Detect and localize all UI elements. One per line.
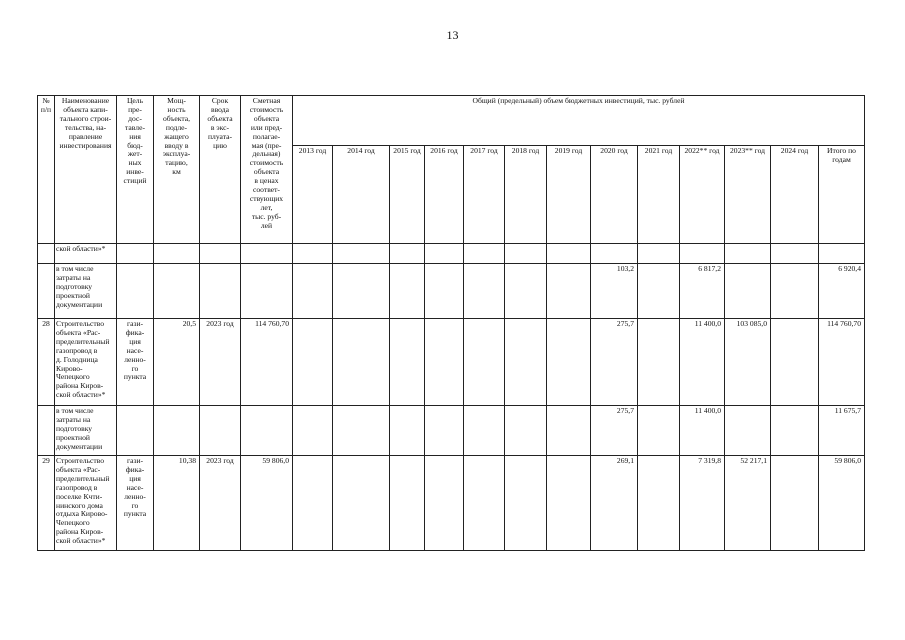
row-num bbox=[38, 406, 55, 456]
row-year-value bbox=[464, 406, 505, 456]
row-year-value bbox=[638, 406, 680, 456]
row-term: 2023 год bbox=[200, 456, 241, 551]
row-goal: гази- фика- ция насе- ленно- го пункта bbox=[117, 456, 154, 551]
row-term bbox=[200, 244, 241, 264]
header-year: 2019 год bbox=[547, 146, 591, 244]
row-year-value bbox=[390, 244, 425, 264]
row-year-value: 103,2 bbox=[591, 264, 638, 319]
row-capacity bbox=[154, 244, 200, 264]
row-year-value bbox=[425, 406, 464, 456]
row-name: ской области»* bbox=[55, 244, 117, 264]
row-term bbox=[200, 264, 241, 319]
header-year: 2021 год bbox=[638, 146, 680, 244]
row-year-value bbox=[771, 456, 819, 551]
row-year-value bbox=[547, 406, 591, 456]
header-year: 2022** год bbox=[680, 146, 725, 244]
row-cost bbox=[241, 264, 293, 319]
row-year-value bbox=[638, 319, 680, 406]
row-year-value bbox=[464, 264, 505, 319]
header-year: 2015 год bbox=[390, 146, 425, 244]
row-year-value bbox=[638, 456, 680, 551]
row-year-value bbox=[425, 319, 464, 406]
row-year-value bbox=[505, 244, 547, 264]
header-term: Срок ввода объекта в экс- плуата- цию bbox=[200, 96, 241, 244]
header-year: 2023** год bbox=[725, 146, 771, 244]
row-year-value: 269,1 bbox=[591, 456, 638, 551]
row-goal bbox=[117, 264, 154, 319]
row-year-value bbox=[725, 264, 771, 319]
investment-table bbox=[37, 95, 865, 551]
row-year-value bbox=[505, 264, 547, 319]
row-year-value bbox=[333, 406, 390, 456]
row-year-value bbox=[333, 244, 390, 264]
row-capacity bbox=[154, 406, 200, 456]
row-cost: 114 760,70 bbox=[241, 319, 293, 406]
page-number: 13 bbox=[446, 28, 459, 42]
row-total: 114 760,70 bbox=[819, 319, 865, 406]
row-year-value bbox=[638, 264, 680, 319]
row-year-value bbox=[591, 244, 638, 264]
row-year-value bbox=[390, 264, 425, 319]
row-year-value: 7 319,8 bbox=[680, 456, 725, 551]
row-total: 11 675,7 bbox=[819, 406, 865, 456]
row-year-value bbox=[547, 319, 591, 406]
row-year-value: 103 085,0 bbox=[725, 319, 771, 406]
row-name: Строительство объекта «Рас- пределительный газопровод в поселке Кчти- нинского дома отдыха Кирово- Чепецкого района Киров- ской области»* bbox=[55, 456, 117, 551]
row-year-value bbox=[638, 244, 680, 264]
row-year-value bbox=[771, 319, 819, 406]
row-term: 2023 год bbox=[200, 319, 241, 406]
row-name: в том числе затраты на подготовку проектной документации bbox=[55, 406, 117, 456]
row-year-value bbox=[293, 319, 333, 406]
row-year-value bbox=[464, 244, 505, 264]
row-year-value bbox=[425, 264, 464, 319]
table-row bbox=[38, 406, 865, 456]
row-total: 59 806,0 bbox=[819, 456, 865, 551]
row-year-value bbox=[293, 264, 333, 319]
row-year-value bbox=[333, 264, 390, 319]
row-year-value bbox=[333, 456, 390, 551]
row-year-value bbox=[390, 319, 425, 406]
header-capacity: Мощ- ность объекта, подле- жащего вводу в эксплуа- тацию, км bbox=[154, 96, 200, 244]
row-year-value: 275,7 bbox=[591, 319, 638, 406]
row-cost bbox=[241, 244, 293, 264]
row-year-value bbox=[425, 456, 464, 551]
header-investments: Общий (предельный) объем бюджетных инвестиций, тыс. рублей bbox=[293, 96, 865, 146]
header-year: 2018 год bbox=[505, 146, 547, 244]
row-term bbox=[200, 406, 241, 456]
row-year-value bbox=[771, 264, 819, 319]
header-year: 2020 год bbox=[591, 146, 638, 244]
header-year: 2024 год bbox=[771, 146, 819, 244]
row-year-value bbox=[293, 456, 333, 551]
header-total: Итого по годам bbox=[819, 146, 865, 244]
header-num: № п/п bbox=[38, 96, 55, 244]
row-goal: гази- фика- ция насе- ленно- го пункта bbox=[117, 319, 154, 406]
row-year-value bbox=[771, 244, 819, 264]
row-year-value bbox=[425, 244, 464, 264]
table-row bbox=[38, 244, 865, 264]
header-year: 2016 год bbox=[425, 146, 464, 244]
row-year-value bbox=[390, 456, 425, 551]
row-num bbox=[38, 264, 55, 319]
header-name: Наименование объекта капи- тального строи- тельства, на- правление инвестирования bbox=[55, 96, 117, 244]
row-year-value bbox=[725, 406, 771, 456]
row-capacity: 20,5 bbox=[154, 319, 200, 406]
row-year-value bbox=[293, 244, 333, 264]
row-capacity bbox=[154, 264, 200, 319]
row-year-value: 275,7 bbox=[591, 406, 638, 456]
row-year-value bbox=[547, 456, 591, 551]
row-name: Строительство объекта «Рас- пределительный газопровод в д. Голодница Кирово- Чепецкого района Киров- ской области»* bbox=[55, 319, 117, 406]
row-year-value bbox=[390, 406, 425, 456]
row-num bbox=[38, 244, 55, 264]
row-year-value bbox=[505, 456, 547, 551]
row-year-value bbox=[464, 319, 505, 406]
row-year-value bbox=[505, 319, 547, 406]
table-row bbox=[38, 456, 865, 551]
header-cost: Сметная стоимость объекта или пред- полагае- мая (пре- дельная) стоимость объекта в ценах соответ- ствующих лет, тыс. руб- лей bbox=[241, 96, 293, 244]
row-cost bbox=[241, 406, 293, 456]
row-cost: 59 806,0 bbox=[241, 456, 293, 551]
row-total bbox=[819, 244, 865, 264]
row-year-value bbox=[771, 406, 819, 456]
row-capacity: 10,38 bbox=[154, 456, 200, 551]
row-num: 28 bbox=[38, 319, 55, 406]
header-year: 2014 год bbox=[333, 146, 390, 244]
row-year-value: 52 217,1 bbox=[725, 456, 771, 551]
row-year-value: 6 817,2 bbox=[680, 264, 725, 319]
row-name: в том числе затраты на подготовку проектной документации bbox=[55, 264, 117, 319]
row-year-value bbox=[547, 264, 591, 319]
row-total: 6 920,4 bbox=[819, 264, 865, 319]
row-year-value: 11 400,0 bbox=[680, 406, 725, 456]
table-row bbox=[38, 264, 865, 319]
row-year-value bbox=[547, 244, 591, 264]
row-year-value bbox=[505, 406, 547, 456]
table-row bbox=[38, 319, 865, 406]
row-year-value bbox=[725, 244, 771, 264]
row-year-value bbox=[464, 456, 505, 551]
header-year: 2017 год bbox=[464, 146, 505, 244]
row-goal bbox=[117, 244, 154, 264]
row-num: 29 bbox=[38, 456, 55, 551]
row-year-value bbox=[333, 319, 390, 406]
row-year-value bbox=[680, 244, 725, 264]
header-goal: Цель пре- дос- тавле- ния бюд- жет- ных инве- стиций bbox=[117, 96, 154, 244]
row-year-value: 11 400,0 bbox=[680, 319, 725, 406]
row-goal bbox=[117, 406, 154, 456]
row-year-value bbox=[293, 406, 333, 456]
header-year: 2013 год bbox=[293, 146, 333, 244]
